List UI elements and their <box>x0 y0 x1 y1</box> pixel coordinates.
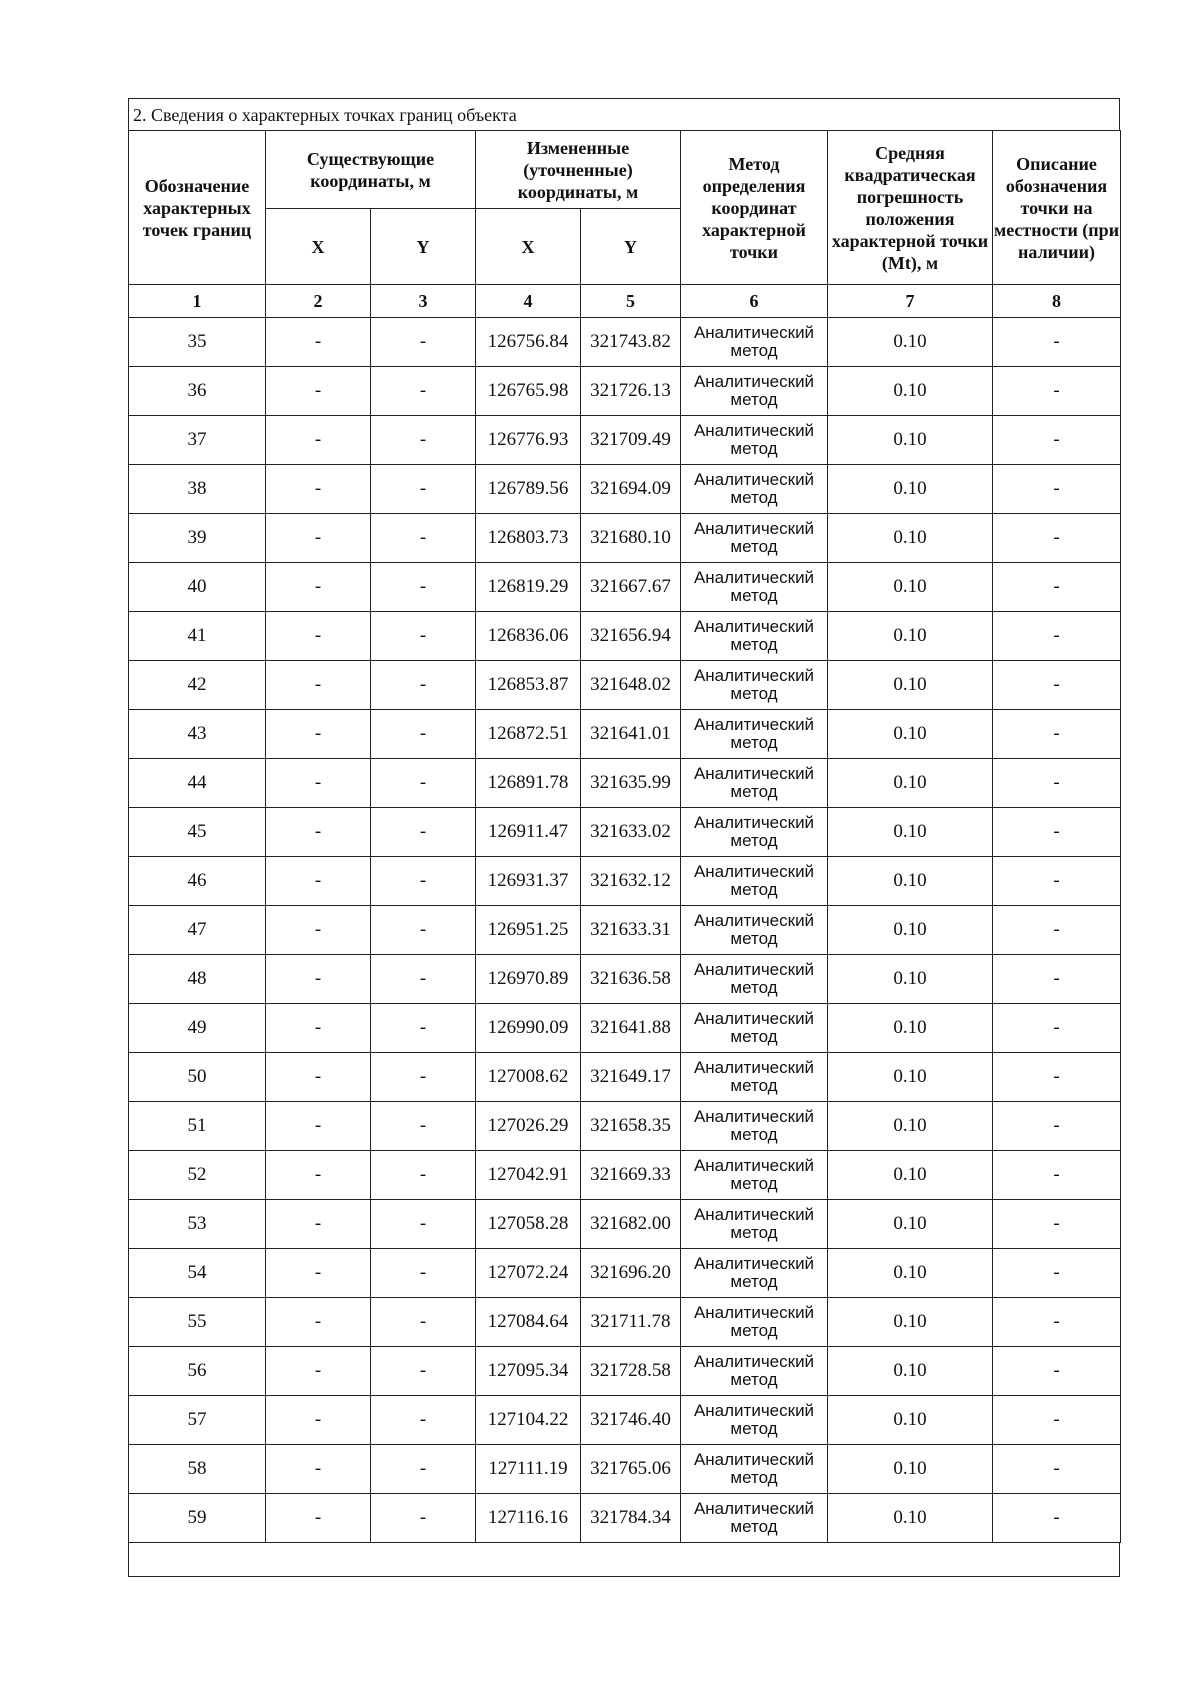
changed-y-cell: 321656.94 <box>581 612 681 661</box>
point-cell: 55 <box>129 1298 266 1347</box>
mean-error-cell: 0.10 <box>828 955 993 1004</box>
method-label-suffix: метод <box>730 1419 778 1438</box>
point-cell: 57 <box>129 1396 266 1445</box>
method-label: Аналитический <box>693 911 815 930</box>
column-number: 7 <box>828 285 993 318</box>
existing-y-cell: - <box>371 465 476 514</box>
column-number: 3 <box>371 285 476 318</box>
changed-y-cell: 321694.09 <box>581 465 681 514</box>
point-cell: 43 <box>129 710 266 759</box>
description-cell: - <box>993 563 1121 612</box>
method-label-suffix: метод <box>730 1370 778 1389</box>
existing-x-cell: - <box>266 416 371 465</box>
point-cell: 45 <box>129 808 266 857</box>
description-cell: - <box>993 514 1121 563</box>
changed-y-cell: 321633.02 <box>581 808 681 857</box>
method-cell <box>681 1249 828 1298</box>
existing-x-cell: - <box>266 1249 371 1298</box>
description-cell: - <box>993 808 1121 857</box>
method-label: Аналитический <box>693 470 815 489</box>
document-page <box>128 98 1120 1577</box>
mean-error-cell: 0.10 <box>828 1102 993 1151</box>
header-existing-coordinates: Существующие координаты, м <box>266 131 476 209</box>
existing-x-cell: - <box>266 465 371 514</box>
changed-x-cell: 127111.19 <box>476 1445 581 1494</box>
existing-x-cell: - <box>266 1102 371 1151</box>
existing-x-cell: - <box>266 514 371 563</box>
header-description: Описание обозначения точки на местности (при наличии) <box>993 131 1121 285</box>
point-cell: 39 <box>129 514 266 563</box>
changed-x-cell: 127008.62 <box>476 1053 581 1102</box>
method-cell <box>681 1004 828 1053</box>
method-label-suffix: метод <box>730 439 778 458</box>
existing-y-cell: - <box>371 1396 476 1445</box>
method-cell <box>681 1200 828 1249</box>
existing-y-cell: - <box>371 661 476 710</box>
method-cell <box>681 955 828 1004</box>
method-label: Аналитический <box>693 1058 815 1077</box>
description-cell: - <box>993 1151 1121 1200</box>
description-cell: - <box>993 416 1121 465</box>
changed-x-cell: 126765.98 <box>476 367 581 416</box>
method-cell <box>681 1102 828 1151</box>
mean-error-cell: 0.10 <box>828 1249 993 1298</box>
existing-x-cell: - <box>266 1298 371 1347</box>
description-cell: - <box>993 759 1121 808</box>
method-cell <box>681 808 828 857</box>
method-cell <box>681 612 828 661</box>
boundary-points-table <box>128 130 1121 1543</box>
mean-error-cell: 0.10 <box>828 416 993 465</box>
changed-y-cell: 321667.67 <box>581 563 681 612</box>
method-cell <box>681 661 828 710</box>
existing-x-cell: - <box>266 1004 371 1053</box>
changed-x-cell: 126853.87 <box>476 661 581 710</box>
table-row <box>129 318 1121 367</box>
table-row <box>129 1200 1121 1249</box>
table-row <box>129 514 1121 563</box>
header-changed-coordinates: Измененные (уточненные) координаты, м <box>476 131 681 209</box>
table-row <box>129 1102 1121 1151</box>
header-method: Метод определения координат характерной точки <box>681 131 828 285</box>
method-label: Аналитический <box>693 1450 815 1469</box>
description-cell: - <box>993 955 1121 1004</box>
changed-y-cell: 321648.02 <box>581 661 681 710</box>
table-row <box>129 1151 1121 1200</box>
existing-y-cell: - <box>371 955 476 1004</box>
header-existing-x: X <box>266 209 371 285</box>
point-cell: 46 <box>129 857 266 906</box>
existing-y-cell: - <box>371 416 476 465</box>
description-cell: - <box>993 710 1121 759</box>
changed-x-cell: 126819.29 <box>476 563 581 612</box>
method-cell <box>681 1347 828 1396</box>
column-number: 6 <box>681 285 828 318</box>
method-label: Аналитический <box>693 715 815 734</box>
method-cell <box>681 416 828 465</box>
table-row <box>129 416 1121 465</box>
header-existing-y: Y <box>371 209 476 285</box>
changed-y-cell: 321765.06 <box>581 1445 681 1494</box>
method-cell <box>681 710 828 759</box>
changed-y-cell: 321728.58 <box>581 1347 681 1396</box>
changed-y-cell: 321641.88 <box>581 1004 681 1053</box>
changed-x-cell: 126789.56 <box>476 465 581 514</box>
header-designation: Обозначение характерных точек границ <box>129 131 266 285</box>
method-label: Аналитический <box>693 1499 815 1518</box>
description-cell: - <box>993 1200 1121 1249</box>
method-label-suffix: метод <box>730 537 778 556</box>
description-cell: - <box>993 1004 1121 1053</box>
method-label-suffix: метод <box>730 978 778 997</box>
table-row <box>129 367 1121 416</box>
section-title: 2. Сведения о характерных точках границ объекта <box>128 98 1120 130</box>
description-cell: - <box>993 1249 1121 1298</box>
existing-x-cell: - <box>266 563 371 612</box>
method-label-suffix: метод <box>730 733 778 752</box>
method-cell <box>681 1053 828 1102</box>
table-row <box>129 661 1121 710</box>
changed-x-cell: 126803.73 <box>476 514 581 563</box>
existing-y-cell: - <box>371 1053 476 1102</box>
header-changed-x: X <box>476 209 581 285</box>
method-cell <box>681 465 828 514</box>
mean-error-cell: 0.10 <box>828 857 993 906</box>
point-cell: 59 <box>129 1494 266 1543</box>
changed-y-cell: 321682.00 <box>581 1200 681 1249</box>
method-label-suffix: метод <box>730 1272 778 1291</box>
changed-y-cell: 321746.40 <box>581 1396 681 1445</box>
point-cell: 48 <box>129 955 266 1004</box>
mean-error-cell: 0.10 <box>828 1151 993 1200</box>
method-label-suffix: метод <box>730 586 778 605</box>
method-label: Аналитический <box>693 813 815 832</box>
mean-error-cell: 0.10 <box>828 1445 993 1494</box>
table-row <box>129 465 1121 514</box>
point-cell: 47 <box>129 906 266 955</box>
mean-error-cell: 0.10 <box>828 1347 993 1396</box>
existing-y-cell: - <box>371 1200 476 1249</box>
mean-error-cell: 0.10 <box>828 1396 993 1445</box>
changed-y-cell: 321632.12 <box>581 857 681 906</box>
method-cell <box>681 1151 828 1200</box>
existing-x-cell: - <box>266 906 371 955</box>
method-cell <box>681 1494 828 1543</box>
changed-x-cell: 126872.51 <box>476 710 581 759</box>
method-cell <box>681 759 828 808</box>
point-cell: 51 <box>129 1102 266 1151</box>
mean-error-cell: 0.10 <box>828 318 993 367</box>
method-label: Аналитический <box>693 372 815 391</box>
existing-x-cell: - <box>266 857 371 906</box>
method-label: Аналитический <box>693 323 815 342</box>
method-label-suffix: метод <box>730 831 778 850</box>
existing-y-cell: - <box>371 612 476 661</box>
existing-x-cell: - <box>266 759 371 808</box>
mean-error-cell: 0.10 <box>828 563 993 612</box>
existing-x-cell: - <box>266 661 371 710</box>
mean-error-cell: 0.10 <box>828 906 993 955</box>
existing-x-cell: - <box>266 1347 371 1396</box>
description-cell: - <box>993 612 1121 661</box>
method-label-suffix: метод <box>730 782 778 801</box>
point-cell: 37 <box>129 416 266 465</box>
mean-error-cell: 0.10 <box>828 1053 993 1102</box>
method-label-suffix: метод <box>730 635 778 654</box>
description-cell: - <box>993 1494 1121 1543</box>
mean-error-cell: 0.10 <box>828 710 993 759</box>
existing-x-cell: - <box>266 612 371 661</box>
changed-x-cell: 126836.06 <box>476 612 581 661</box>
existing-y-cell: - <box>371 808 476 857</box>
method-label-suffix: метод <box>730 1125 778 1144</box>
table-row <box>129 857 1121 906</box>
column-number: 2 <box>266 285 371 318</box>
description-cell: - <box>993 367 1121 416</box>
existing-x-cell: - <box>266 710 371 759</box>
mean-error-cell: 0.10 <box>828 759 993 808</box>
method-label: Аналитический <box>693 519 815 538</box>
existing-y-cell: - <box>371 563 476 612</box>
point-cell: 49 <box>129 1004 266 1053</box>
method-label-suffix: метод <box>730 929 778 948</box>
existing-y-cell: - <box>371 1151 476 1200</box>
changed-x-cell: 127104.22 <box>476 1396 581 1445</box>
description-cell: - <box>993 318 1121 367</box>
changed-x-cell: 126776.93 <box>476 416 581 465</box>
method-label: Аналитический <box>693 862 815 881</box>
column-number-row <box>129 285 1121 318</box>
changed-y-cell: 321633.31 <box>581 906 681 955</box>
mean-error-cell: 0.10 <box>828 465 993 514</box>
method-label-suffix: метод <box>730 488 778 507</box>
method-label: Аналитический <box>693 617 815 636</box>
table-row <box>129 710 1121 759</box>
changed-x-cell: 126756.84 <box>476 318 581 367</box>
point-cell: 35 <box>129 318 266 367</box>
column-number: 8 <box>993 285 1121 318</box>
method-label-suffix: метод <box>730 880 778 899</box>
existing-x-cell: - <box>266 955 371 1004</box>
method-label: Аналитический <box>693 666 815 685</box>
existing-y-cell: - <box>371 318 476 367</box>
changed-x-cell: 126970.89 <box>476 955 581 1004</box>
existing-x-cell: - <box>266 1200 371 1249</box>
description-cell: - <box>993 1102 1121 1151</box>
method-cell <box>681 1445 828 1494</box>
mean-error-cell: 0.10 <box>828 1298 993 1347</box>
changed-x-cell: 127084.64 <box>476 1298 581 1347</box>
method-cell <box>681 563 828 612</box>
method-label: Аналитический <box>693 1156 815 1175</box>
changed-x-cell: 127095.34 <box>476 1347 581 1396</box>
description-cell: - <box>993 1298 1121 1347</box>
existing-y-cell: - <box>371 906 476 955</box>
existing-x-cell: - <box>266 1151 371 1200</box>
header-mean-error: Средняя квадратическая погрешность положения характерной точки (Mt), м <box>828 131 993 285</box>
table-row <box>129 955 1121 1004</box>
changed-y-cell: 321743.82 <box>581 318 681 367</box>
table-row <box>129 1445 1121 1494</box>
method-cell <box>681 318 828 367</box>
description-cell: - <box>993 1396 1121 1445</box>
mean-error-cell: 0.10 <box>828 1004 993 1053</box>
method-label-suffix: метод <box>730 341 778 360</box>
method-cell <box>681 857 828 906</box>
point-cell: 58 <box>129 1445 266 1494</box>
changed-y-cell: 321669.33 <box>581 1151 681 1200</box>
changed-y-cell: 321636.58 <box>581 955 681 1004</box>
table-row <box>129 759 1121 808</box>
table-row <box>129 1004 1121 1053</box>
method-label: Аналитический <box>693 1009 815 1028</box>
description-cell: - <box>993 661 1121 710</box>
point-cell: 40 <box>129 563 266 612</box>
table-row <box>129 1347 1121 1396</box>
existing-y-cell: - <box>371 1004 476 1053</box>
method-label: Аналитический <box>693 568 815 587</box>
point-cell: 50 <box>129 1053 266 1102</box>
changed-x-cell: 126931.37 <box>476 857 581 906</box>
point-cell: 41 <box>129 612 266 661</box>
method-cell <box>681 514 828 563</box>
existing-x-cell: - <box>266 318 371 367</box>
changed-y-cell: 321696.20 <box>581 1249 681 1298</box>
method-label: Аналитический <box>693 1107 815 1126</box>
changed-x-cell: 127116.16 <box>476 1494 581 1543</box>
method-label: Аналитический <box>693 960 815 979</box>
table-row <box>129 1494 1121 1543</box>
existing-y-cell: - <box>371 1102 476 1151</box>
table-row <box>129 906 1121 955</box>
method-label-suffix: метод <box>730 1223 778 1242</box>
existing-y-cell: - <box>371 759 476 808</box>
header-changed-y: Y <box>581 209 681 285</box>
changed-x-cell: 126911.47 <box>476 808 581 857</box>
changed-x-cell: 126951.25 <box>476 906 581 955</box>
changed-y-cell: 321711.78 <box>581 1298 681 1347</box>
point-cell: 38 <box>129 465 266 514</box>
method-label-suffix: метод <box>730 1027 778 1046</box>
method-label: Аналитический <box>693 1205 815 1224</box>
mean-error-cell: 0.10 <box>828 514 993 563</box>
existing-y-cell: - <box>371 710 476 759</box>
method-cell <box>681 906 828 955</box>
existing-x-cell: - <box>266 808 371 857</box>
existing-x-cell: - <box>266 367 371 416</box>
method-label-suffix: метод <box>730 1174 778 1193</box>
changed-y-cell: 321641.01 <box>581 710 681 759</box>
point-cell: 56 <box>129 1347 266 1396</box>
changed-y-cell: 321658.35 <box>581 1102 681 1151</box>
existing-x-cell: - <box>266 1494 371 1543</box>
mean-error-cell: 0.10 <box>828 367 993 416</box>
column-number: 4 <box>476 285 581 318</box>
existing-y-cell: - <box>371 1445 476 1494</box>
existing-y-cell: - <box>371 1347 476 1396</box>
changed-y-cell: 321635.99 <box>581 759 681 808</box>
column-number: 5 <box>581 285 681 318</box>
existing-y-cell: - <box>371 367 476 416</box>
existing-x-cell: - <box>266 1053 371 1102</box>
description-cell: - <box>993 1053 1121 1102</box>
table-row <box>129 612 1121 661</box>
column-number: 1 <box>129 285 266 318</box>
mean-error-cell: 0.10 <box>828 612 993 661</box>
table-row <box>129 1396 1121 1445</box>
changed-y-cell: 321649.17 <box>581 1053 681 1102</box>
changed-x-cell: 127072.24 <box>476 1249 581 1298</box>
point-cell: 53 <box>129 1200 266 1249</box>
method-label-suffix: метод <box>730 684 778 703</box>
existing-y-cell: - <box>371 1494 476 1543</box>
existing-x-cell: - <box>266 1445 371 1494</box>
point-cell: 54 <box>129 1249 266 1298</box>
method-label-suffix: метод <box>730 1076 778 1095</box>
existing-y-cell: - <box>371 1249 476 1298</box>
point-cell: 42 <box>129 661 266 710</box>
changed-x-cell: 127026.29 <box>476 1102 581 1151</box>
mean-error-cell: 0.10 <box>828 1200 993 1249</box>
changed-x-cell: 127058.28 <box>476 1200 581 1249</box>
method-label: Аналитический <box>693 1254 815 1273</box>
method-cell <box>681 367 828 416</box>
method-cell <box>681 1396 828 1445</box>
method-label: Аналитический <box>693 1401 815 1420</box>
description-cell: - <box>993 465 1121 514</box>
existing-y-cell: - <box>371 1298 476 1347</box>
method-label-suffix: метод <box>730 1321 778 1340</box>
changed-y-cell: 321709.49 <box>581 416 681 465</box>
changed-y-cell: 321726.13 <box>581 367 681 416</box>
table-row <box>129 1249 1121 1298</box>
changed-y-cell: 321784.34 <box>581 1494 681 1543</box>
table-row <box>129 1298 1121 1347</box>
description-cell: - <box>993 1445 1121 1494</box>
changed-x-cell: 126990.09 <box>476 1004 581 1053</box>
table-row <box>129 808 1121 857</box>
mean-error-cell: 0.10 <box>828 661 993 710</box>
method-label: Аналитический <box>693 421 815 440</box>
description-cell: - <box>993 857 1121 906</box>
point-cell: 44 <box>129 759 266 808</box>
mean-error-cell: 0.10 <box>828 808 993 857</box>
method-label-suffix: метод <box>730 1517 778 1536</box>
existing-x-cell: - <box>266 1396 371 1445</box>
point-cell: 52 <box>129 1151 266 1200</box>
changed-x-cell: 126891.78 <box>476 759 581 808</box>
method-label-suffix: метод <box>730 1468 778 1487</box>
changed-x-cell: 127042.91 <box>476 1151 581 1200</box>
existing-y-cell: - <box>371 514 476 563</box>
table-row <box>129 1053 1121 1102</box>
method-label-suffix: метод <box>730 390 778 409</box>
description-cell: - <box>993 906 1121 955</box>
method-label: Аналитический <box>693 1303 815 1322</box>
description-cell: - <box>993 1347 1121 1396</box>
table-row <box>129 563 1121 612</box>
method-label: Аналитический <box>693 764 815 783</box>
changed-y-cell: 321680.10 <box>581 514 681 563</box>
method-label: Аналитический <box>693 1352 815 1371</box>
existing-y-cell: - <box>371 857 476 906</box>
point-cell: 36 <box>129 367 266 416</box>
table-footer-row <box>128 1543 1120 1577</box>
mean-error-cell: 0.10 <box>828 1494 993 1543</box>
method-cell <box>681 1298 828 1347</box>
